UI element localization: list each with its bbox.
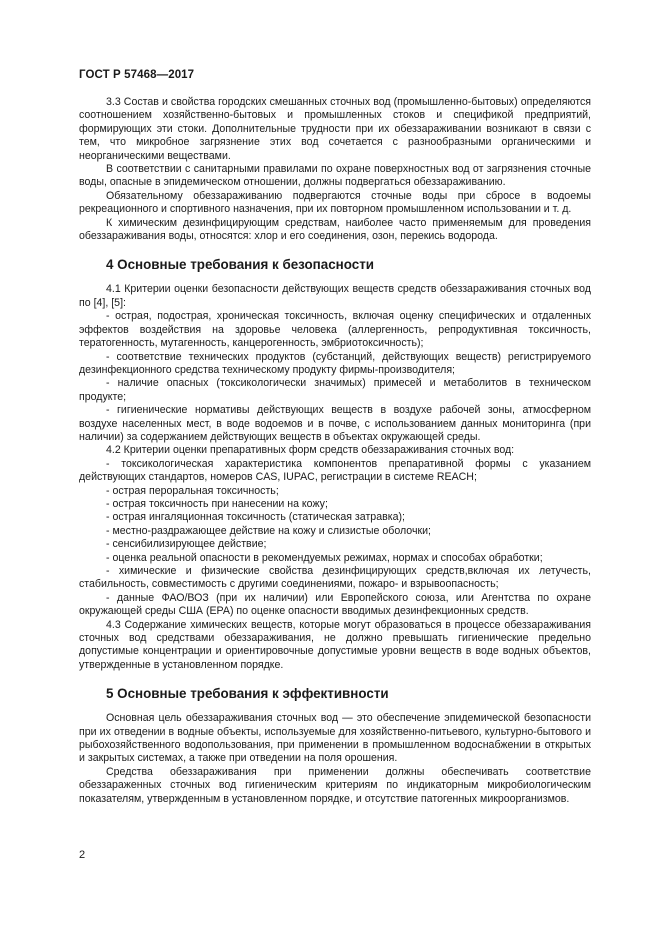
section-4-title: 4 Основные требования к безопасности [106,257,374,273]
document-body [79,96,591,806]
paragraph-mandatory-disinfection: Обязательному обеззараживанию подвергаются сточные воды при сбросе в водоемы рекреационного и спортивного назначения, при их повторном промышленном использовании и т. д. [79,189,591,216]
paragraph-sanitary-rules: В соответствии с санитарными правилами по охране поверхностных вод от загрязнения сточные воды, опасные в эпидемическом отношении, должны подвергаться обеззараживанию. [79,163,591,189]
paragraph-requirements: Средства обеззараживания при применении должны обеспечивать соответствие обеззараженных сточных вод гигиеническим критериям по индикаторным микробиологическим показателям, утвержденным в установленном порядке, и отсутствие патогенных микроорганизмов. [79,765,591,805]
paragraph-4-3: 4.3 Содержание химических веществ, которые могут образоваться в процессе обеззараживания сточных вод средствами обеззараживания, не должно превышать гигиенические предельно допустимые концентрации и ориентировочные допустимые уровни веществ в воде водных объектов, утвержденные в установленном порядке. [79,618,591,671]
list-item: - данные ФАО/ВОЗ (при их наличии) или Европейского союза, или Агентства по охране окружающей среды США (ЕРА) по оценке опасности вводимых дезинфекционных средств. [79,591,591,618]
paragraph-chemical-agents: К химическим дезинфицирующим средствам, наиболее часто применяемым для проведения обеззараживания воды, относятся: хлор и его соединения, озон, перекись водорода. [79,216,591,243]
paragraph-main-goal: Основная цель обеззараживания сточных вод — это обеспечение эпидемической безопасности при их отведении в водные объекты, используемые для хозяйственно-питьевого, культурно-бытового и рыбохозяйственного водопользования, при применении в промышленном водоснабжении в открытых и закрытых системах, а также при отведении на поля орошения. [79,712,591,765]
list-item: - оценка реальной опасности в рекомендуемых режимах, нормах и способах обработки; [106,551,543,564]
paragraph-3-3: 3.3 Состав и свойства городских смешанных сточных вод (промышленно-бытовых) определяются соотношением хозяйственно-бытовых и промышленных стоков и спецификой предприятий, формирующих эти стоки. Дополнительные трудности при их обеззараживании возникают в связи с тем, что микробное загрязнение этих вод сочетается с разнообразными органическими и неорганическими веществами. [79,96,591,162]
list-item: - наличие опасных (токсикологически значимых) примесей и метаболитов в техническом продукте; [79,377,591,403]
paragraph-4-1: 4.1 Критерии оценки безопасности действующих веществ средств обеззараживания сточных вод по [4], [5]: [79,283,591,309]
list-item: - соответствие технических продуктов (субстанций, действующих веществ) регистрируемого дезинфекционного средства техническому продукту фирмы-производителя; [79,350,591,376]
page-number: 2 [79,849,86,861]
list-item: - острая токсичность при нанесении на кожу; [106,497,328,510]
list-item: - сенсибилизирующее действие; [106,538,267,551]
document-header: ГОСТ Р 57468—2017 [79,69,195,81]
list-item: - химические и физические свойства дезинфицирующих средств,включая их летучесть, стабильность, совместимость с другими соединениями, пожаро- и взрывоопасность; [79,565,591,591]
paragraph-4-2: 4.2 Критерии оценки препаративных форм средств обеззараживания сточных вод: [106,444,515,457]
list-item: - гигиенические нормативы действующих веществ в воздухе рабочей зоны, атмосферном воздухе населенных мест, в воде водоемов и в почве, с использованием данных мониторинга (при наличии) за содержанием действующих веществ в объектах окружающей среды. [79,404,591,443]
section-5-title: 5 Основные требования к эффективности [106,686,389,702]
list-item: - местно-раздражающее действие на кожу и слизистые оболочки; [106,524,431,537]
list-item: - токсикологическая характеристика компонентов препаративной формы с указанием действующих стандартов, номеров CAS, IUPAC, регистрации в системе REACH; [79,457,591,484]
list-item: - острая, подострая, хроническая токсичность, включая оценку специфических и отдаленных эффектов воздействия на здоровье человека (аллергенность, репродуктивная токсичность, тератогенность, мутагенность, канцерогенность, эмбриотоксичность); [79,310,591,350]
list-item: - острая ингаляционная токсичность (статическая затравка); [106,511,405,524]
list-item: - острая пероральная токсичность; [106,484,279,497]
